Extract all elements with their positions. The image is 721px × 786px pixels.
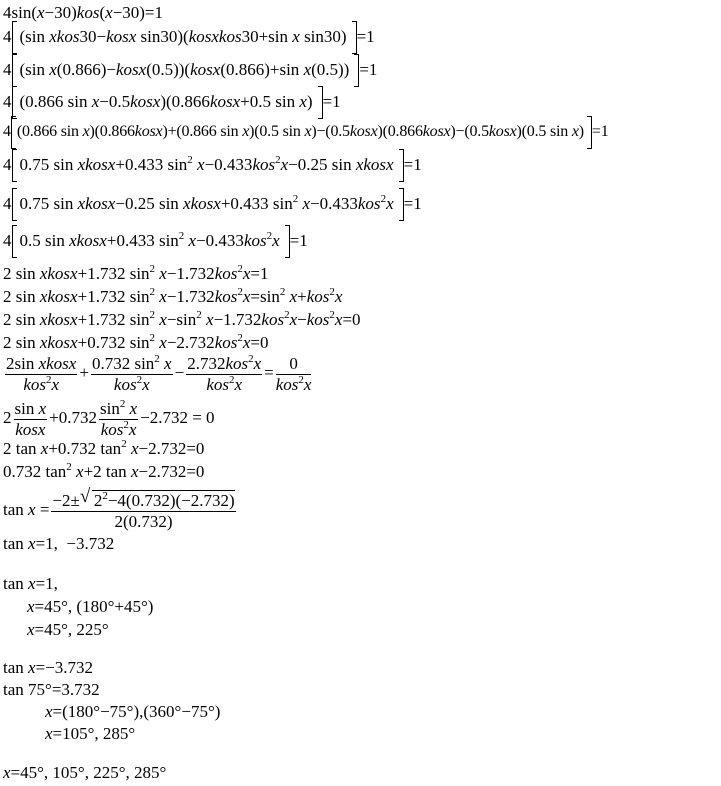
equation-line: x=(180°−75°),(360°−75°) [45, 702, 221, 721]
equation-line: tan x = $\frac{-2\pm√ 2^2-4(0.732)(-2.732)}{2(0.732)}$ [3, 487, 238, 533]
equation-line: 4 (0.866 sin x)(0.866kosx)+(0.866 sin x)(0.5 sin x)−(0.5kosx)(0.866kosx)−(0.5kosx)(0.5 sin x) =1 [3, 119, 609, 145]
equation-line: 2 tan x+0.732 $\tan^2 x-2.732=0$ [3, 438, 205, 458]
equation-line: 4 0.75 sin xkosx−0.25 sin xkosx+0.433 $\sin^2 x-0.433kos^2x =1$ [3, 191, 422, 217]
equation-line: 4sin(x−30)kos(x−30)=1 [3, 3, 164, 22]
equation-line: 4 0.75 sin xkosx+0.433 $\sin^2 x-0.433kos^2x-0.25$ sin xkosx =1 [3, 152, 422, 178]
equation-line: 0.732 $\tan^2 x+2$ tan x−2.732=0 [3, 461, 205, 481]
equation-line: 4 (0.866 sin x−0.5kosx)(0.866kosx+0.5 sin x) =1 [3, 89, 341, 115]
equation-line: 2 sin xkosx+1.732 $\sin^2 x-1.732kos^2x=1$ [3, 263, 269, 283]
equation-line: tan 75°=3.732 [3, 680, 100, 699]
equation-line: tan x=1, [3, 574, 58, 593]
equation-line: x=45°, 225° [27, 620, 109, 639]
equation-line: tan x=1, −3.732 [3, 534, 115, 553]
equation-line: x=45°, (180°+45°) [27, 597, 154, 616]
equation-line: 2 $\frac{\text{sin x}}{\text{kosx}}$ +0.732 $\frac{\sin^2 x}{kos^2x}$ −2.732 = 0 [3, 397, 215, 439]
equation-line: 4 (sin x(0.866)−kosx(0.5))(kosx(0.866)+sin x(0.5)) =1 [3, 57, 377, 83]
equation-line: 4 0.5 sin xkosx+0.433 $\sin^2 x-0.433kos^2x =1$ [3, 228, 308, 254]
final-answer: x=45°, 105°, 225°, 285° [3, 763, 167, 782]
equation-line: 2 sin xkosx+1.732 $\sin^2 x-1.732kos^2x=\sin^2$ x+kos$^2$x [3, 286, 343, 306]
equation-line: $\frac{\text{2sin xkosx}}{kos^2x}$ + $\frac{0.732 \sin^2 x}{kos^2x}$ − $\frac{2.732kos^2x}{kos^2x}$ = $\frac{0}{kos^2x}$ [6, 352, 312, 394]
equation-line: 2 sin xkosx+0.732 $\sin^2 x-2.732kos^2x=0$ [3, 332, 269, 352]
equation-line: x=105°, 285° [45, 724, 136, 743]
equation-line: tan x=−3.732 [3, 658, 94, 677]
equation-line: 2 sin xkosx+1.732 $\sin^2 x-\sin^2$ x−1.732kos$^2$x−kos$^2$x=0 [3, 309, 361, 329]
equation-line: 4 (sin xkos30−kosx sin30)(kosxkos30+sin x sin30) =1 [3, 24, 375, 50]
